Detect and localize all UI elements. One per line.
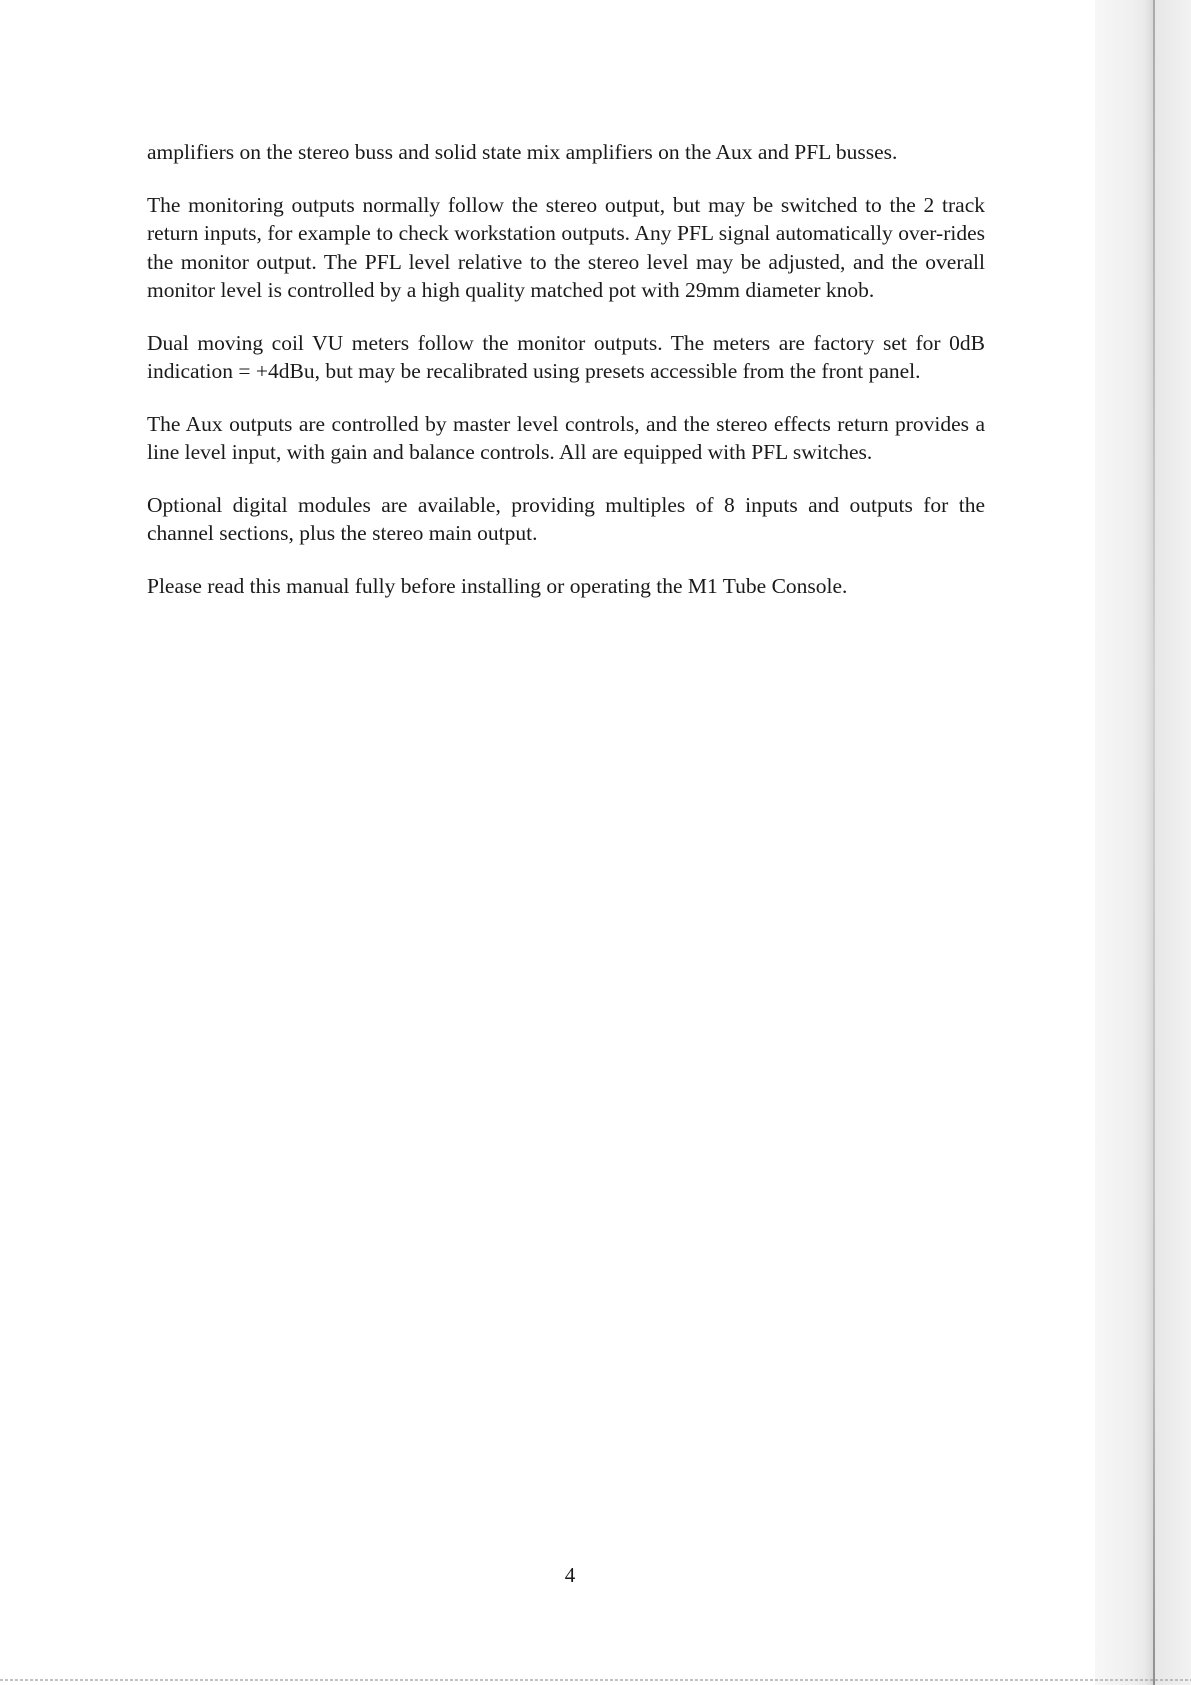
page-number: 4	[564, 1563, 576, 1587]
paragraph-aux-outputs: The Aux outputs are controlled by master level controls, and the stereo effects return provides a line level input, with gain and balance controls. All are equipped with PFL switches.	[147, 411, 985, 464]
paragraph-monitoring-outputs: The monitoring outputs normally follow the stereo output, but may be switched to the 2 track return inputs, for example to check workstation outputs. Any PFL signal automatically over-rides the monitor output. The PFL level relative to the stereo level may be adjusted, and the overall monitor level is controlled by a high quality matched pot with 29mm diameter knob.	[147, 192, 985, 302]
body-text	[147, 138, 985, 624]
paragraph-amplifiers: amplifiers on the stereo buss and solid state mix amplifiers on the Aux and PFL busses.	[147, 140, 898, 164]
page-edge-shadow	[1145, 0, 1153, 1685]
paragraph-read-manual: Please read this manual fully before installing or operating the M1 Tube Console.	[147, 573, 848, 598]
paragraph-vu-meters: Dual moving coil VU meters follow the monitor outputs. The meters are factory set for 0dB indication = +4dBu, but may be recalibrated using presets accessible from the front panel.	[147, 330, 985, 383]
scanner-page-edge	[1095, 0, 1191, 1685]
page-edge-line	[1153, 0, 1155, 1685]
bottom-scan-rule	[0, 1679, 1191, 1681]
paragraph-digital-modules: Optional digital modules are available, providing multiples of 8 inputs and outputs for the channel sections, plus the stereo main output.	[147, 492, 985, 545]
